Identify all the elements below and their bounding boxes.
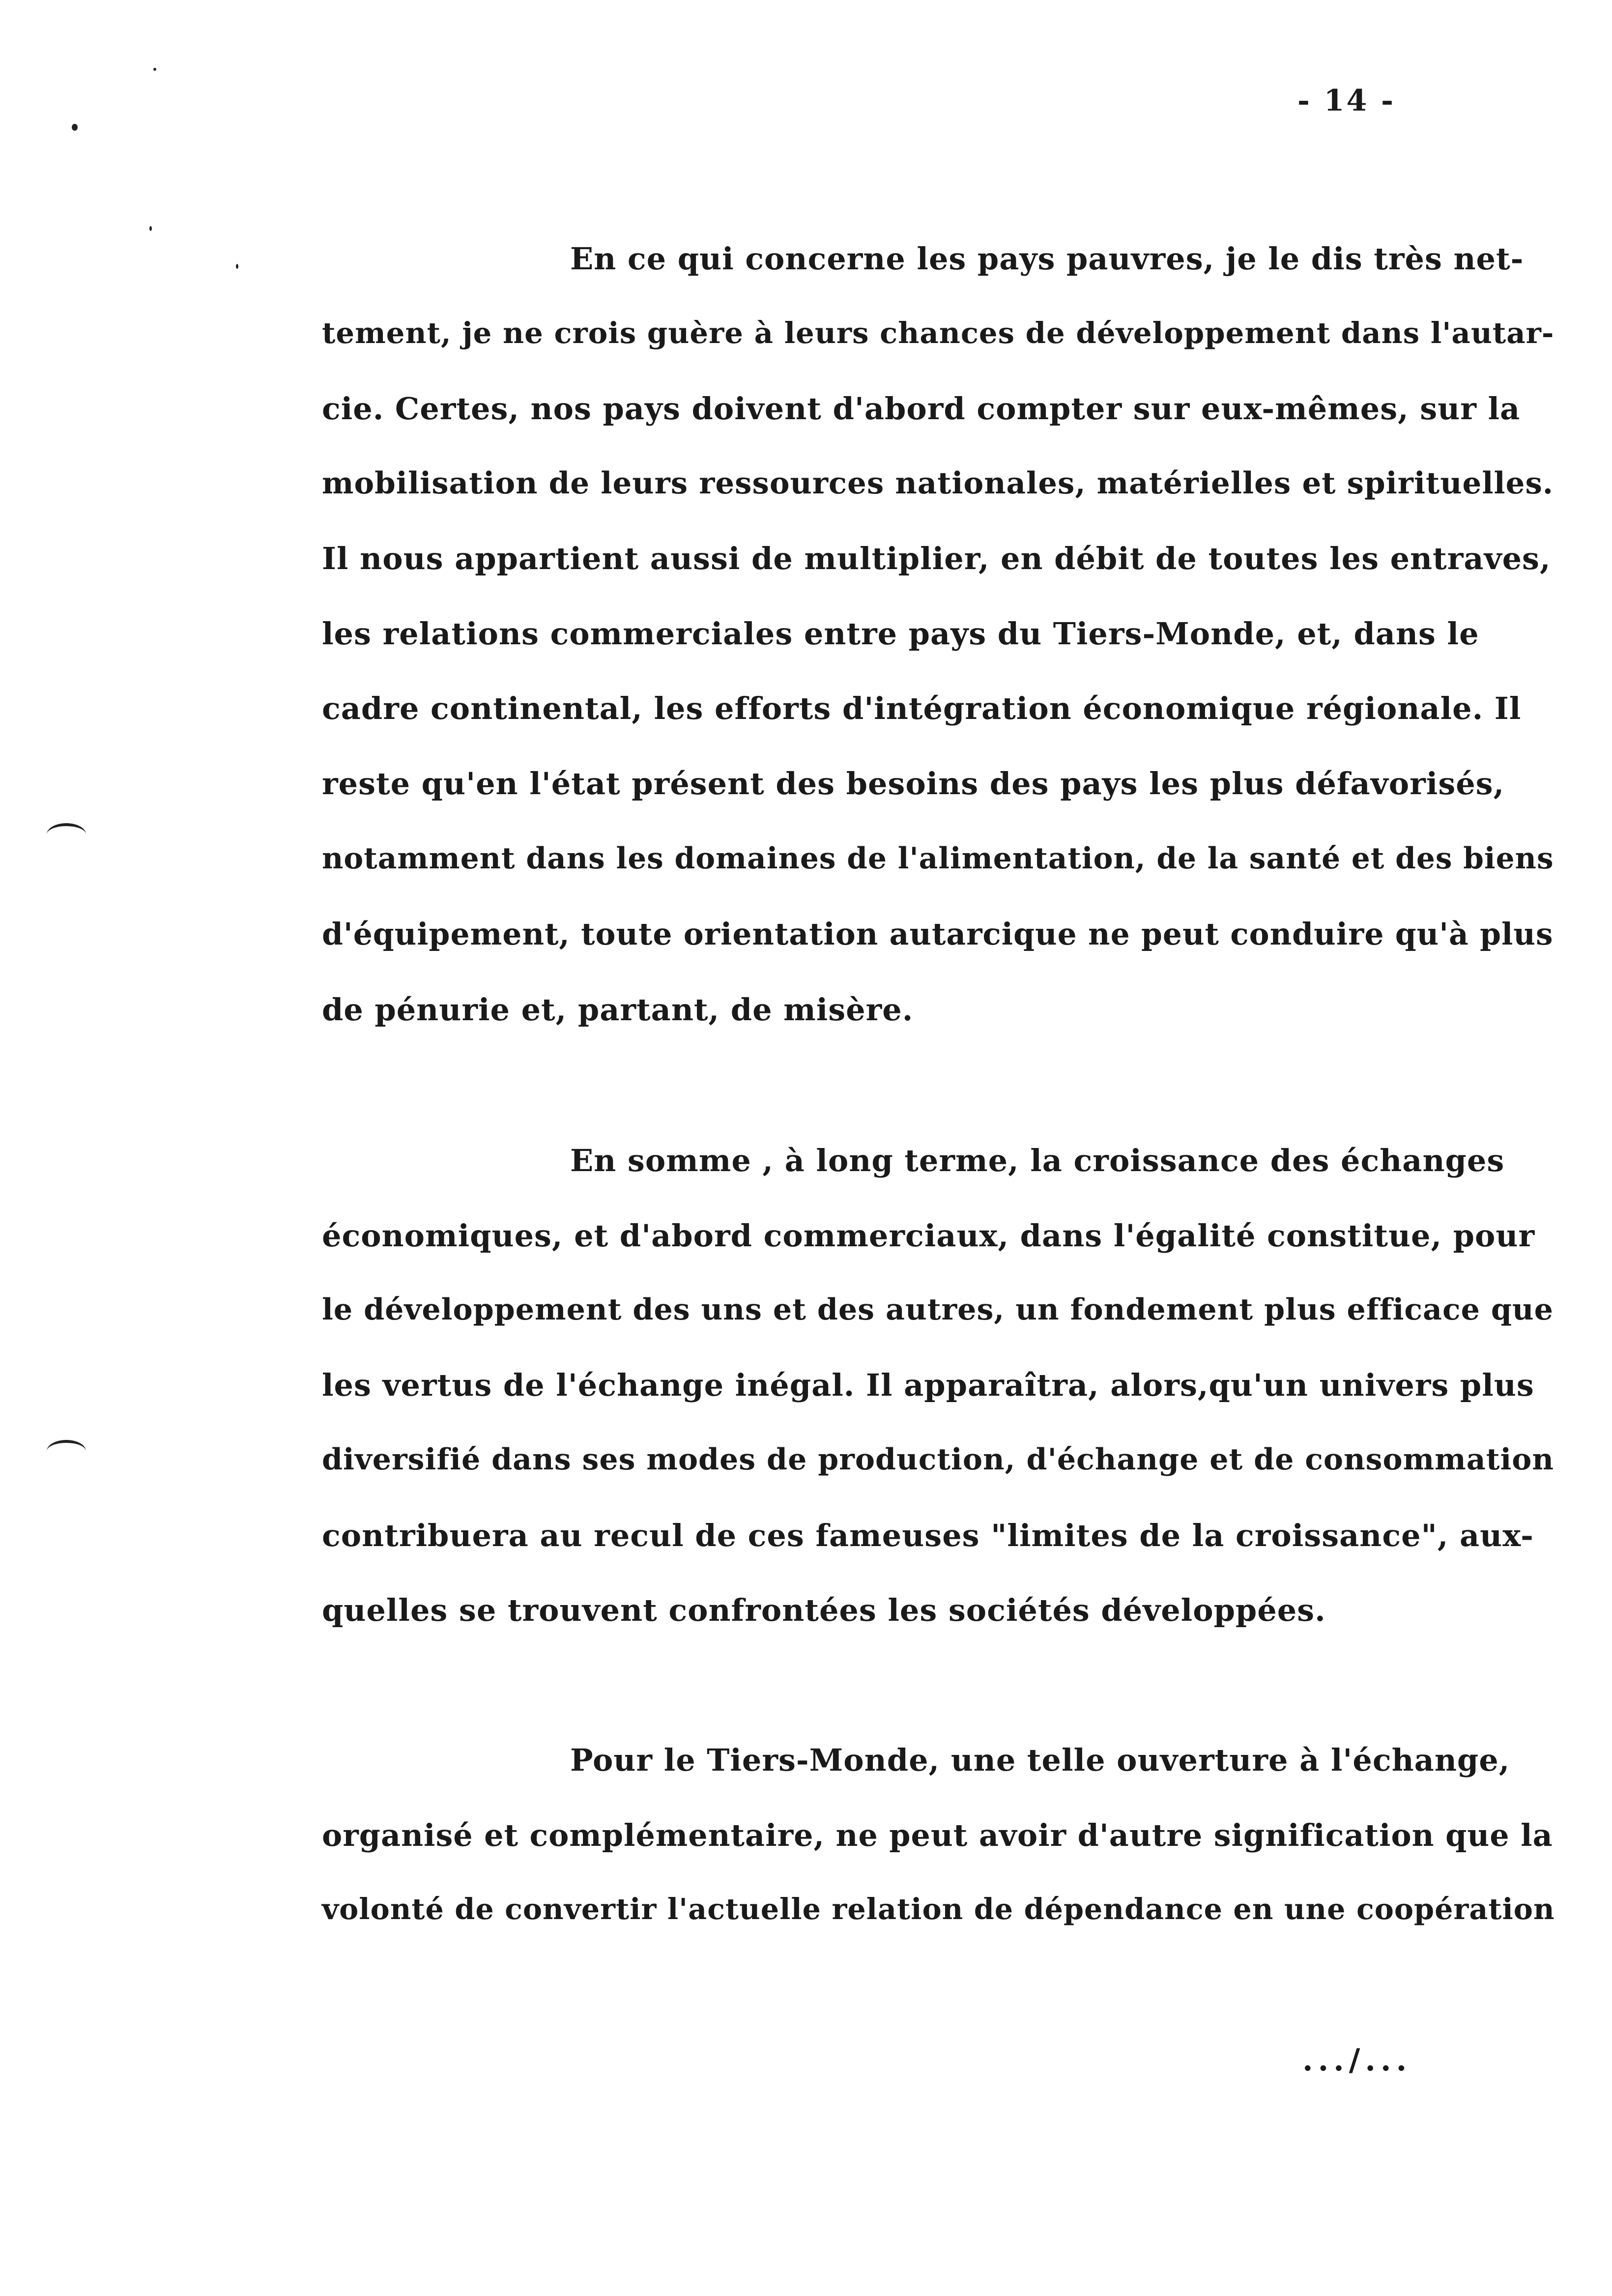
text-line: Pour le Tiers-Monde, une telle ouverture à l'échange, — [570, 1742, 1510, 1778]
text-line: En somme , à long terme, la croissance des échanges — [570, 1143, 1505, 1178]
text-line: d'équipement, toute orientation autarcique ne peut conduire qu'à plus — [322, 917, 1554, 952]
text-line: organisé et complémentaire, ne peut avoir d'autre signification que la — [322, 1817, 1553, 1853]
text-line: reste qu'en l'état présent des besoins des pays les plus défavorisés, — [322, 766, 1505, 802]
text-line: contribuera au recul de ces fameuses "limites de la croissance", aux- — [322, 1518, 1534, 1553]
text-line: En ce qui concerne les pays pauvres, je le dis très net- — [570, 241, 1524, 277]
text-line: économiques, et d'abord commerciaux, dans l'égalité constitue, pour — [322, 1218, 1535, 1254]
text-line: le développement des uns et des autres, un fondement plus efficace que — [322, 1292, 1554, 1327]
text-line: les vertus de l'échange inégal. Il apparaîtra, alors,qu'un univers plus — [322, 1367, 1534, 1403]
scan-hole-mark — [47, 1440, 86, 1463]
scan-hole-mark — [47, 823, 86, 846]
text-line: Il nous appartient aussi de multiplier, en débit de toutes les entraves, — [322, 541, 1551, 576]
text-line: les relations commerciales entre pays du Tiers-Monde, et, dans le — [322, 616, 1479, 652]
scan-speck — [72, 124, 78, 131]
text-line: diversifié dans ses modes de production, d'échange et de consommation — [322, 1442, 1554, 1477]
text-line: tement, je ne crois guère à leurs chances de développement dans l'autar- — [322, 316, 1554, 350]
text-line: mobilisation de leurs ressources nationales, matérielles et spirituelles. — [322, 466, 1554, 501]
text-line: quelles se trouvent confrontées les sociétés développées. — [322, 1592, 1326, 1628]
scan-speck — [236, 264, 238, 269]
scan-speck — [153, 68, 156, 71]
text-line: cadre continental, les efforts d'intégration économique régionale. Il — [322, 690, 1522, 726]
continuation-mark: .../... — [1302, 2042, 1412, 2078]
text-line: volonté de convertir l'actuelle relation de dépendance en une coopération — [322, 1892, 1555, 1926]
text-line: de pénurie et, partant, de misère. — [322, 992, 914, 1028]
page-number: - 14 - — [1297, 84, 1396, 118]
text-line: notamment dans les domaines de l'alimentation, de la santé et des biens — [322, 841, 1554, 876]
scan-speck — [149, 226, 152, 231]
text-line: cie. Certes, nos pays doivent d'abord compter sur eux-mêmes, sur la — [322, 391, 1521, 427]
